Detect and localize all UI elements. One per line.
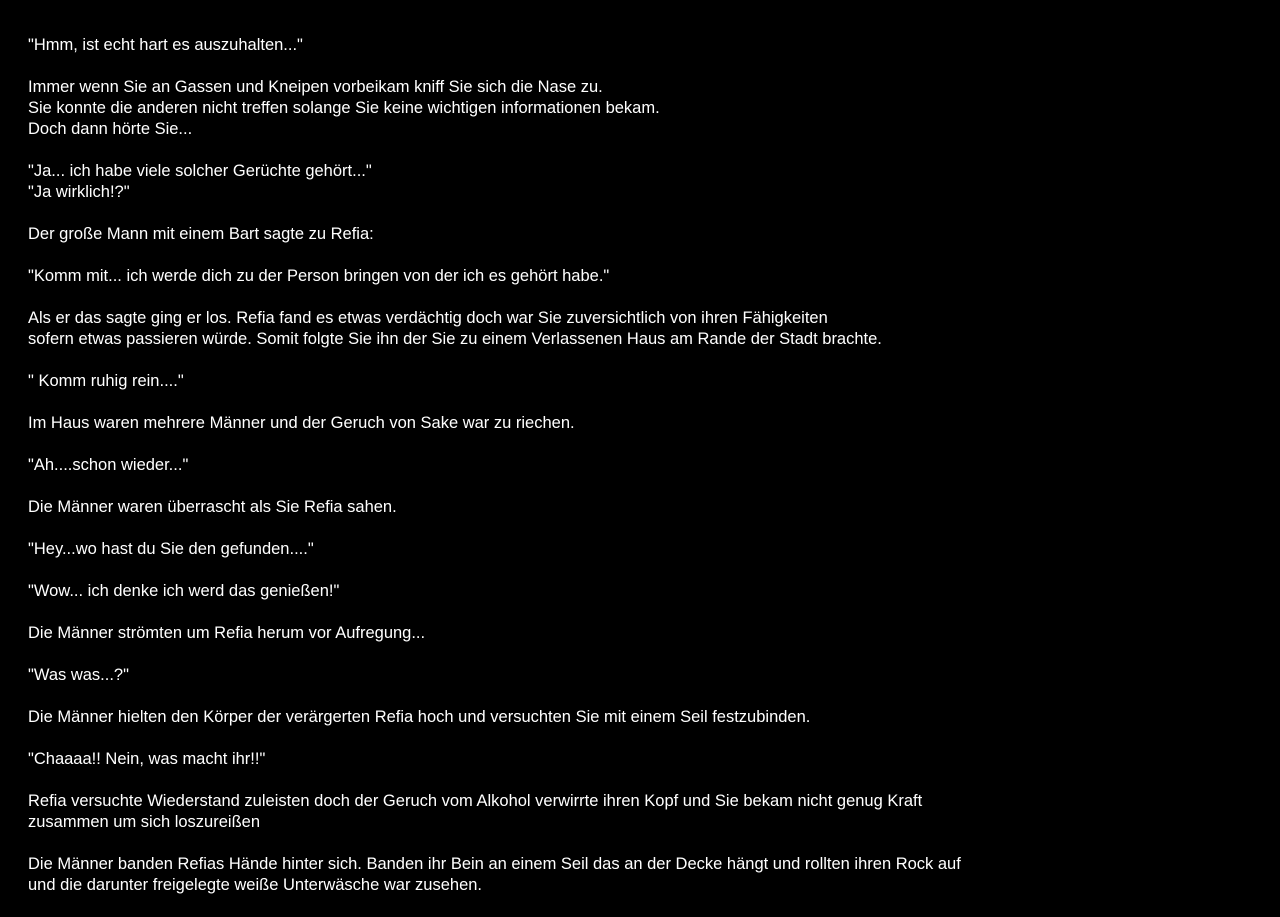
story-paragraph <box>28 854 1258 896</box>
story-paragraph <box>28 581 1258 602</box>
story-paragraph <box>28 224 1258 245</box>
story-paragraph <box>28 266 1258 287</box>
story-line: Sie konnte die anderen nicht treffen solange Sie keine wichtigen informationen bekam. <box>28 99 660 117</box>
story-line: "Chaaaa!! Nein, was macht ihr!!" <box>28 750 266 768</box>
story-line: Als er das sagte ging er los. Refia fand es etwas verdächtig doch war Sie zuversichtlich von ihren Fähigkeiten <box>28 309 828 327</box>
story-text <box>28 35 1258 917</box>
story-line: Der große Mann mit einem Bart sagte zu Refia: <box>28 225 374 243</box>
story-line: Refia versuchte Wiederstand zuleisten doch der Geruch vom Alkohol verwirrte ihren Kopf und Sie bekam nicht genug Kraft <box>28 792 923 810</box>
story-line: Die Männer strömten um Refia herum vor Aufregung... <box>28 624 426 642</box>
story-paragraph <box>28 539 1258 560</box>
story-line: "Komm mit... ich werde dich zu der Person bringen von der ich es gehört habe." <box>28 267 610 285</box>
story-line: Im Haus waren mehrere Männer und der Geruch von Sake war zu riechen. <box>28 414 575 432</box>
story-paragraph <box>28 497 1258 518</box>
story-paragraph <box>28 413 1258 434</box>
story-line: Doch dann hörte Sie... <box>28 120 193 138</box>
story-paragraph <box>28 161 1258 203</box>
story-line: "Ja... ich habe viele solcher Gerüchte gehört..." <box>28 162 372 180</box>
story-line: Die Männer banden Refias Hände hinter sich. Banden ihr Bein an einem Seil das an der Decke hängt und rollten ihren Rock auf <box>28 855 961 873</box>
story-paragraph <box>28 707 1258 728</box>
story-line: zusammen um sich loszureißen <box>28 813 260 831</box>
story-line: "Wow... ich denke ich werd das genießen!" <box>28 582 340 600</box>
story-line: Die Männer waren überrascht als Sie Refia sahen. <box>28 498 397 516</box>
story-line: und die darunter freigelegte weiße Unterwäsche war zusehen. <box>28 876 483 894</box>
story-line: Immer wenn Sie an Gassen und Kneipen vorbeikam kniff Sie sich die Nase zu. <box>28 78 603 96</box>
story-paragraph <box>28 371 1258 392</box>
story-paragraph <box>28 749 1258 770</box>
story-line: "Was was...?" <box>28 666 129 684</box>
story-line: " Komm ruhig rein...." <box>28 372 184 390</box>
story-line: "Hmm, ist echt hart es auszuhalten..." <box>28 36 303 54</box>
story-line: Die Männer hielten den Körper der verärgerten Refia hoch und versuchten Sie mit einem Seil festzubinden. <box>28 708 811 726</box>
story-paragraph <box>28 308 1258 350</box>
story-line: sofern etwas passieren würde. Somit folgte Sie ihn der Sie zu einem Verlassenen Haus am Rande der Stadt brachte. <box>28 330 882 348</box>
story-line: "Ja wirklich!?" <box>28 183 130 201</box>
story-paragraph <box>28 791 1258 833</box>
story-paragraph <box>28 77 1258 140</box>
story-line: "Ah....schon wieder..." <box>28 456 189 474</box>
story-paragraph <box>28 623 1258 644</box>
story-paragraph <box>28 665 1258 686</box>
story-paragraph <box>28 455 1258 476</box>
story-line: "Hey...wo hast du Sie den gefunden...." <box>28 540 314 558</box>
story-paragraph <box>28 35 1258 56</box>
